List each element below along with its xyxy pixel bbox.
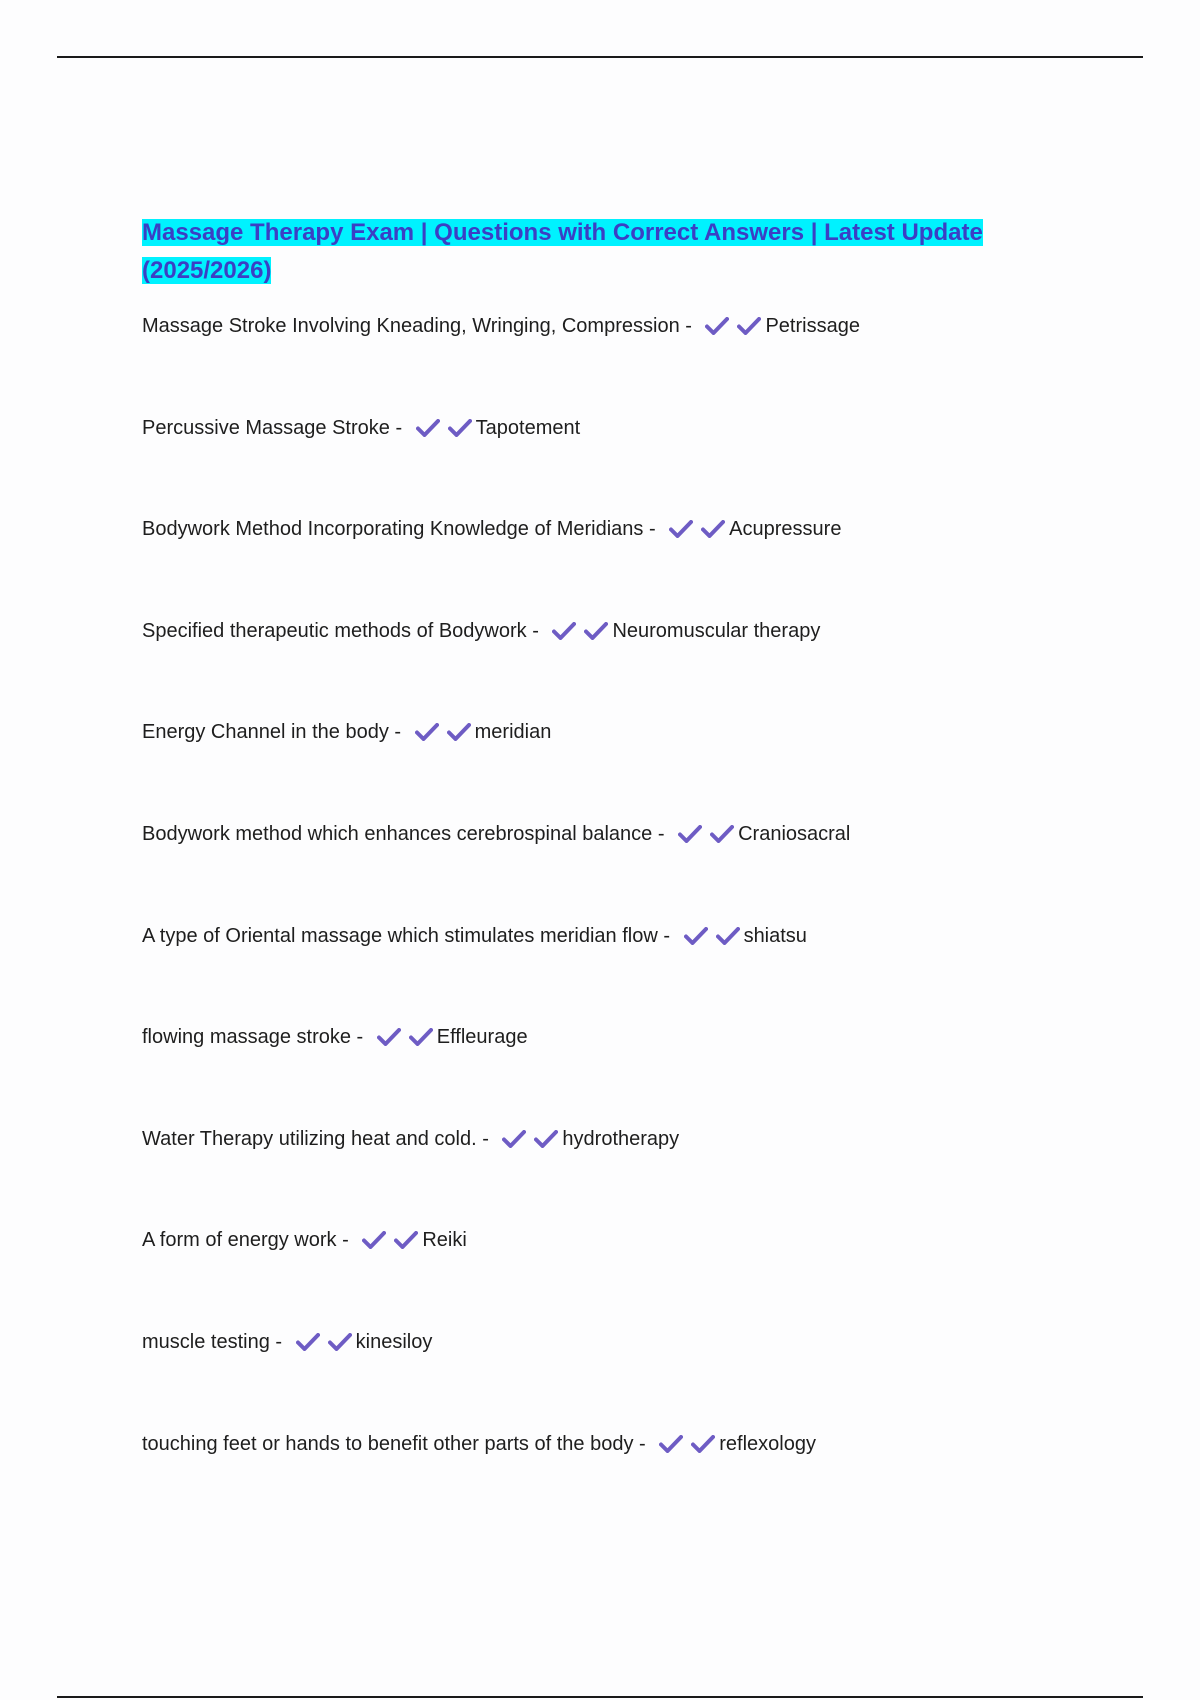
qa-item: [142, 1017, 1142, 1119]
answer-text: meridian: [474, 721, 552, 744]
check-marks: [502, 1119, 558, 1159]
qa-item: [142, 814, 1142, 916]
separator: -: [652, 822, 671, 845]
separator: -: [350, 1026, 369, 1049]
title-line-1: Massage Therapy Exam | Questions with Correct Answers | Latest Update: [142, 219, 983, 246]
separator: -: [476, 1127, 495, 1150]
qa-item: [142, 916, 1142, 1018]
check-icon: [415, 723, 439, 741]
question-text: Specified therapeutic methods of Bodywork: [142, 619, 527, 642]
answer-text: hydrotherapy: [562, 1127, 680, 1150]
check-icon: [409, 1028, 433, 1046]
qa-item: [142, 1119, 1142, 1221]
header-rule: [57, 56, 1143, 58]
question-text: Energy Channel in the body: [142, 721, 389, 744]
separator: -: [633, 1432, 652, 1455]
check-icon: [534, 1130, 558, 1148]
check-icon: [737, 317, 761, 335]
answer-text: Craniosacral: [738, 822, 851, 845]
question-text: Percussive Massage Stroke: [142, 416, 390, 439]
separator: -: [643, 518, 662, 541]
separator: -: [388, 721, 407, 744]
question-text: muscle testing: [142, 1330, 270, 1353]
qa-item: [142, 509, 1142, 611]
check-icon: [710, 825, 734, 843]
question-text: Water Therapy utilizing heat and cold.: [142, 1127, 477, 1150]
question-text: A form of energy work: [142, 1229, 337, 1252]
qa-item: [142, 1220, 1142, 1322]
check-marks: [684, 916, 740, 956]
check-icon: [705, 317, 729, 335]
separator: -: [679, 315, 698, 337]
check-icon: [447, 723, 471, 741]
check-marks: [415, 712, 471, 752]
check-marks: [416, 408, 472, 448]
answer-text: Reiki: [422, 1229, 467, 1252]
check-marks: [377, 1017, 433, 1057]
check-icon: [584, 622, 608, 640]
answer-text: shiatsu: [743, 924, 807, 947]
document-title: [142, 214, 1022, 290]
check-icon: [377, 1028, 401, 1046]
question-text: touching feet or hands to benefit other parts of the body: [142, 1432, 634, 1455]
answer-text: Petrissage: [765, 315, 860, 337]
answer-text: Tapotement: [475, 416, 581, 439]
answer-text: Effleurage: [436, 1026, 528, 1049]
check-icon: [716, 927, 740, 945]
check-icon: [448, 419, 472, 437]
check-marks: [659, 1424, 715, 1464]
check-marks: [669, 509, 725, 549]
check-icon: [362, 1231, 386, 1249]
separator: -: [389, 416, 408, 439]
check-icon: [669, 520, 693, 538]
check-icon: [659, 1435, 683, 1453]
qa-item: [142, 1424, 1142, 1526]
check-icon: [296, 1333, 320, 1351]
qa-item: [142, 712, 1142, 814]
question-text: Bodywork Method Incorporating Knowledge of Meridians: [142, 518, 644, 541]
check-marks: [296, 1322, 352, 1362]
qa-list: [142, 306, 1142, 1525]
check-icon: [394, 1231, 418, 1249]
question-text: flowing massage stroke: [142, 1026, 351, 1049]
answer-text: reflexology: [719, 1432, 816, 1455]
check-icon: [552, 622, 576, 640]
answer-text: kinesiloy: [355, 1330, 433, 1353]
question-text: Massage Stroke Involving Kneading, Wringing, Compression: [142, 315, 680, 337]
check-icon: [328, 1333, 352, 1351]
check-marks: [678, 814, 734, 854]
check-icon: [416, 419, 440, 437]
qa-item: [142, 1322, 1142, 1424]
question-text: A type of Oriental massage which stimulates meridian flow: [142, 924, 658, 947]
separator: -: [526, 619, 545, 642]
check-marks: [705, 306, 761, 346]
check-icon: [684, 927, 708, 945]
check-icon: [502, 1130, 526, 1148]
check-icon: [691, 1435, 715, 1453]
answer-text: Acupressure: [729, 518, 842, 541]
answer-text: Neuromuscular therapy: [612, 619, 821, 642]
title-line-2: (2025/2026): [142, 257, 272, 284]
separator: -: [336, 1229, 355, 1252]
check-marks: [552, 611, 608, 651]
separator: -: [269, 1330, 288, 1353]
check-marks: [362, 1220, 418, 1260]
question-text: Bodywork method which enhances cerebrospinal balance: [142, 822, 653, 845]
qa-item: [142, 306, 1142, 408]
separator: -: [657, 924, 676, 947]
check-icon: [701, 520, 725, 538]
footer-rule: [57, 1696, 1143, 1698]
qa-item: [142, 611, 1142, 713]
qa-item: [142, 408, 1142, 510]
check-icon: [678, 825, 702, 843]
